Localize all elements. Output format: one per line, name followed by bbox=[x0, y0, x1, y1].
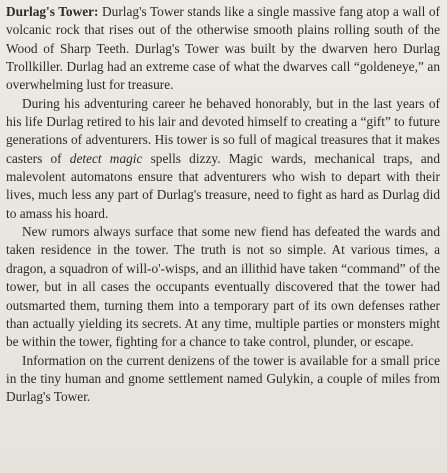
paragraph-4 bbox=[6, 352, 440, 407]
paragraph-2 bbox=[6, 95, 440, 223]
paragraph-3-text: New rumors always surface that some new fiend has defeated the wards and taken residence in the tower. The truth is not so simple. At various times, a dragon, a squadron of will-o'-wisps, and an illithid have taken “command” of the tower, but in all cases the occupants eventually discovered that the tower had outsmarted them, turning them into a temporary part of its own defenses rather than actually yielding its secrets. At any time, multiple parties or monsters might be within the tower, fighting for a chance to take control, plunder, or escape. bbox=[6, 224, 440, 350]
paragraph-2-text-b: spells dizzy. Magic wards, mechanical traps, and malevolent automatons ensure that adventurers who wish to depart with their lives, much less any part of Durlag's treasure, need to fight as hard as Durlag did to amass his hoard. bbox=[6, 150, 440, 221]
paragraph-1 bbox=[6, 3, 440, 95]
paragraph-4-text: Information on the current denizens of the tower is available for a small price in the tiny human and gnome settlement named Gulykin, a couple of miles from Durlag's Tower. bbox=[6, 352, 440, 405]
paragraph-1-text: Durlag's Tower stands like a single massive fang atop a wall of volcanic rock that rises out of the otherwise smooth plains rolling south of the Wood of Sharp Teeth. Durlag's Tower was built by the dwarven hero Durlag Trollkiller. Durlag had an extreme case of what the dwarves call “goldeneye,” an overwhelming lust for treasure. bbox=[6, 4, 440, 93]
spell-name-detect-magic: detect magic bbox=[69, 150, 143, 166]
section-heading: Durlag's Tower: bbox=[6, 4, 99, 19]
paragraph-3 bbox=[6, 223, 440, 351]
paragraph-2-text-a: During his adventuring career he behaved honorably, but in the last years of his life Durlag retired to his lair and devoted himself to creating a “gift” to future generations of adventurers. His tower is so full of magical treasures that it makes casters of bbox=[6, 95, 440, 166]
